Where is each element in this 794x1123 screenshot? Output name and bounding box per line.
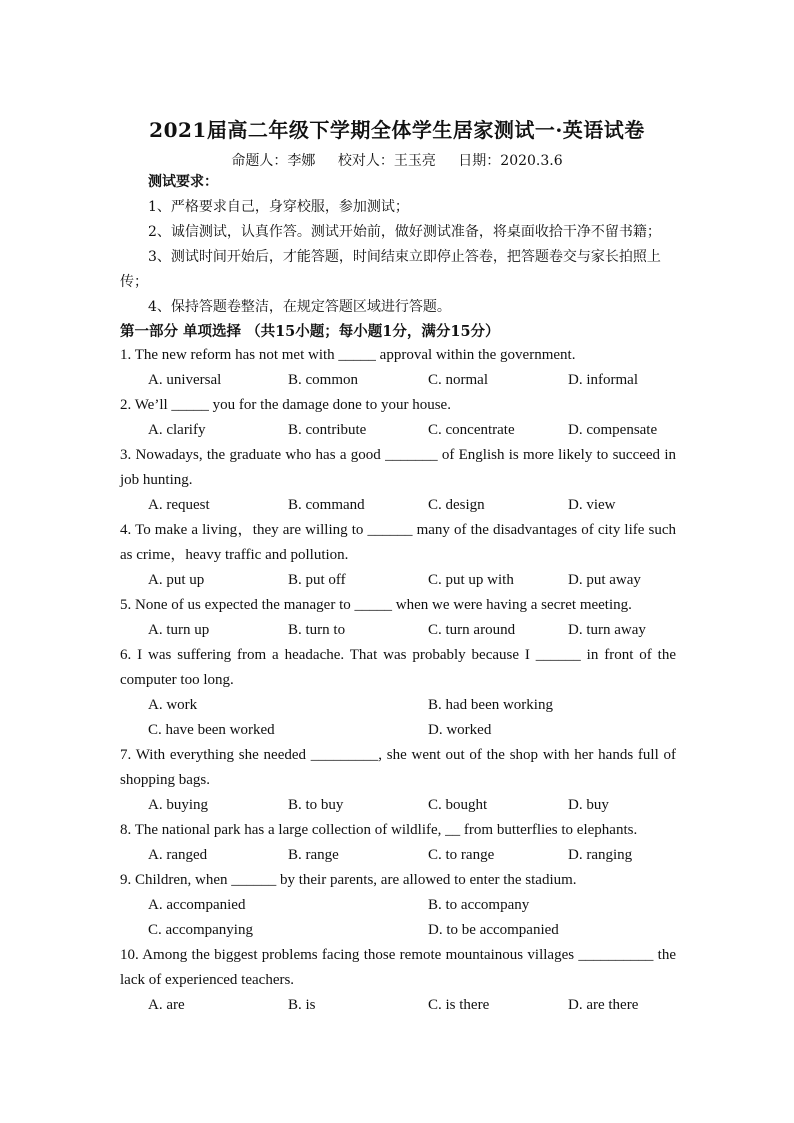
answer-option[interactable]: B. common <box>288 372 358 388</box>
answer-option[interactable]: D. turn away <box>568 622 646 638</box>
answer-option[interactable]: D. informal <box>568 372 638 388</box>
question-list <box>120 343 676 1018</box>
answer-option[interactable]: D. are there <box>568 997 639 1013</box>
author-label: 命题人：李娜 <box>231 153 316 169</box>
requirement-item: 1、严格要求自己，身穿校服，参加测试； <box>148 199 409 215</box>
answer-option[interactable]: C. turn around <box>428 622 516 638</box>
option-row <box>120 618 676 643</box>
answer-option[interactable]: D. put away <box>568 572 641 588</box>
option-row <box>120 493 676 518</box>
requirement-item: 2、诚信测试，认真作答。测试开始前，做好测试准备，将桌面收拾干净不留书籍； <box>148 224 661 240</box>
requirement-item: 4、保持答题卷整洁，在规定答题区域进行答题。 <box>148 299 451 315</box>
option-row <box>120 718 676 743</box>
answer-option[interactable]: C. normal <box>428 372 488 388</box>
answer-option[interactable]: B. is <box>288 997 316 1013</box>
requirements-heading: 测试要求： <box>148 174 218 190</box>
answer-option[interactable]: A. buying <box>148 797 208 813</box>
answer-option[interactable]: B. turn to <box>288 622 346 638</box>
answer-option[interactable]: B. had been working <box>428 697 553 713</box>
question-stem: 1. The new reform has not met with _____ approval within the government. <box>120 347 576 363</box>
option-row <box>120 793 676 818</box>
question-stem: 5. None of us expected the manager to _____ when we were having a secret meeting. <box>120 597 632 613</box>
exam-title: 2021届高二年级下学期全体学生居家测试一·英语试卷 <box>149 118 645 142</box>
answer-option[interactable]: B. to buy <box>288 797 344 813</box>
question-stem: 4. To make a living，they are willing to ______ many of the disadvantages of city life such as crime，heavy traffic and pollution. <box>120 522 676 563</box>
question-stem: 9. Children, when ______ by their parents, are allowed to enter the stadium. <box>120 872 577 888</box>
question-stem: 10. Among the biggest problems facing those remote mountainous villages __________ the lack of experienced teachers. <box>120 947 676 988</box>
answer-option[interactable]: B. to accompany <box>428 897 530 913</box>
answer-option[interactable]: C. bought <box>428 797 488 813</box>
answer-option[interactable]: B. command <box>288 497 365 513</box>
question-stem: 7. With everything she needed _________, she went out of the shop with her hands full of shopping bags. <box>120 747 676 788</box>
answer-option[interactable]: A. universal <box>148 372 222 388</box>
option-row <box>120 843 676 868</box>
answer-option[interactable]: B. put off <box>288 572 346 588</box>
answer-option[interactable]: D. buy <box>568 797 609 813</box>
answer-option[interactable]: A. request <box>148 497 210 513</box>
answer-option[interactable]: C. put up with <box>428 572 514 588</box>
answer-option[interactable]: C. design <box>428 497 485 513</box>
option-row <box>120 368 676 393</box>
answer-option[interactable]: B. contribute <box>288 422 367 438</box>
question-stem: 2. We’ll _____ you for the damage done to your house. <box>120 397 451 413</box>
answer-option[interactable]: D. to be accompanied <box>428 922 559 938</box>
answer-option[interactable]: A. put up <box>148 572 205 588</box>
date-label: 日期：2020.3.6 <box>458 153 563 169</box>
option-row <box>120 893 676 918</box>
answer-option[interactable]: D. view <box>568 497 616 513</box>
answer-option[interactable]: B. range <box>288 847 339 863</box>
question-stem: 8. The national park has a large collection of wildlife, __ from butterflies to elephants. <box>120 822 638 838</box>
question-stem: 3. Nowadays, the graduate who has a good _______ of English is more likely to succeed in job hunting. <box>120 447 676 488</box>
answer-option[interactable]: A. accompanied <box>148 897 246 913</box>
option-row <box>120 993 676 1018</box>
test-requirements <box>120 170 680 320</box>
answer-option[interactable]: A. turn up <box>148 622 210 638</box>
answer-option[interactable]: C. to range <box>428 847 495 863</box>
answer-option[interactable]: C. have been worked <box>148 722 275 738</box>
answer-option[interactable]: C. is there <box>428 997 490 1013</box>
proofreader-label: 校对人：王玉亮 <box>337 153 436 169</box>
part-heading: 第一部分 单项选择 （共15小题；每小题1分，满分15分） <box>120 323 500 340</box>
answer-option[interactable]: C. accompanying <box>148 922 253 938</box>
answer-option[interactable]: A. clarify <box>148 422 206 438</box>
option-row <box>120 568 676 593</box>
answer-option[interactable]: D. ranging <box>568 847 633 863</box>
option-row <box>120 918 676 943</box>
answer-option[interactable]: D. compensate <box>568 422 658 438</box>
answer-option[interactable]: D. worked <box>428 722 492 738</box>
answer-option[interactable]: A. ranged <box>148 847 208 863</box>
requirement-item: 3、测试时间开始后，才能答题，时间结束立即停止答卷，把答题卷交与家长拍照上传； <box>120 249 661 290</box>
exam-meta <box>0 150 794 170</box>
answer-option[interactable]: A. are <box>148 997 185 1013</box>
answer-option[interactable]: C. concentrate <box>428 422 515 438</box>
answer-option[interactable]: A. work <box>148 697 198 713</box>
option-row <box>120 418 676 443</box>
question-stem: 6. I was suffering from a headache. That was probably because I ______ in front of the computer too long. <box>120 647 676 688</box>
option-row <box>120 693 676 718</box>
